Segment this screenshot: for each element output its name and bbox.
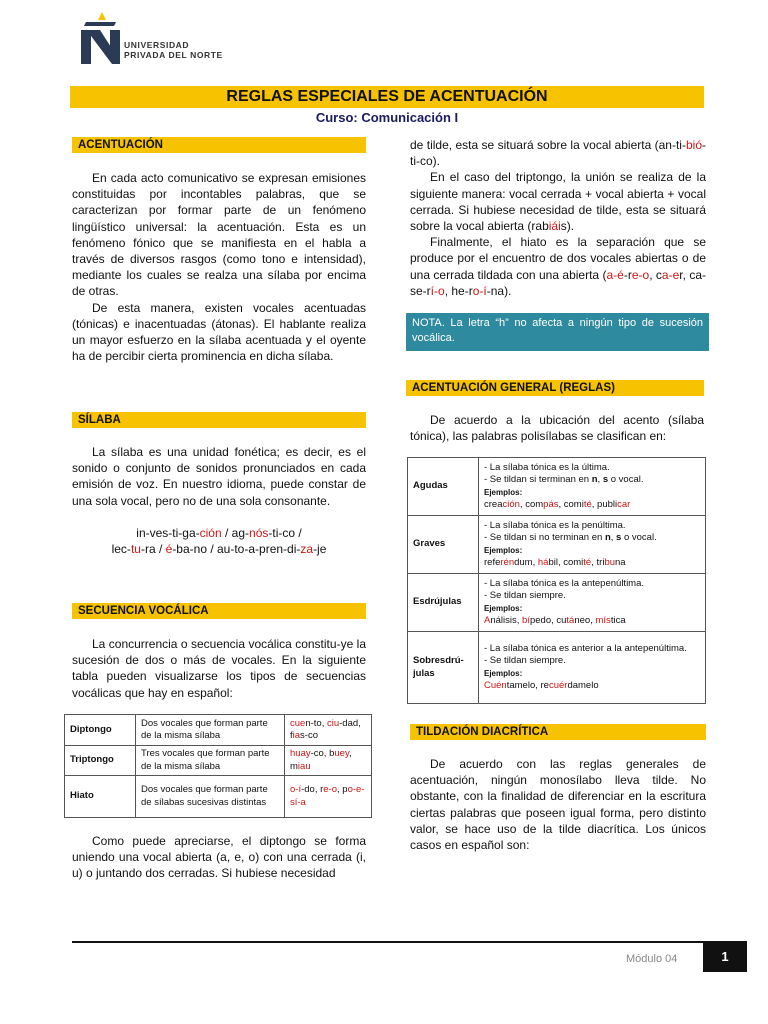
right-paragraph-3: Finalmente, el hiato es la separación que se produce por el encuentro de dos vocales abiertas o de una cerrada tildada con una abierta (a-é-re-o, ca-er, ca-se-rí-o, he-ro-í-na).: [410, 235, 706, 298]
rule-name: Esdrújulas: [408, 574, 479, 632]
example-fragment: rén: [500, 557, 515, 568]
rule-line: - Se tildan si no terminan en n, s o vocal.: [484, 532, 657, 543]
row-name: Diptongo: [65, 715, 136, 746]
row-examples: o-í-do, re-o, po-e-sí-a: [285, 776, 372, 818]
examples-label: Ejemplos:: [484, 545, 523, 555]
example-fragment: há: [537, 557, 549, 568]
secuencia-table: [64, 714, 372, 818]
rule-line: - Se tildan si terminan en n, s o vocal.: [484, 474, 644, 485]
example-fragment: bí: [522, 615, 530, 626]
diacritica-text: [410, 756, 706, 853]
nota-box: NOTA. La letra “h” no afecta a ningún tipo de sucesión vocálica.: [406, 313, 709, 351]
rule-line: - La sílaba tónica es la antepenúltima.: [484, 577, 645, 589]
row-examples: cuen-to, ciu-dad, fias-co: [285, 715, 372, 746]
row-name: Hiato: [65, 776, 136, 818]
rule-details: [479, 458, 706, 516]
table-row: [408, 632, 706, 704]
example-fragment: damelo: [567, 680, 599, 691]
rule-line: - La sílaba tónica es la última.: [484, 461, 610, 473]
rule-details: [479, 574, 706, 632]
example-fragment: refe: [484, 557, 501, 568]
rule-details: [479, 632, 706, 704]
general-rules-table: [407, 457, 706, 704]
secuencia-paragraph-2: Como puede apreciarse, el diptongo se forma uniendo una vocal abierta (a, e, o) con una cerrada (i, u) o juntando dos cerradas. Si hubiese necesidad: [72, 834, 366, 881]
acentuacion-paragraph-1: En cada acto comunicativo se expresan emisiones constituidas por incontables palabras, que se caracterizan por formar parte de un fenómeno lingüístico universal: la acentuación. Esta es un fenómeno fónico que se manifiesta en el habla a través de diversos rasgos (como tono e intensidad), mediante los cuales se realza una sílaba por encima de otras.: [72, 171, 366, 299]
example-fragment: mís: [595, 615, 611, 626]
row-description: Dos vocales que forman parte de la misma sílaba: [136, 715, 285, 746]
example-fragment: , comi: [558, 499, 584, 510]
rule-details: [479, 516, 706, 574]
page-number: 1: [703, 941, 747, 972]
section-heading-secuencia: SECUENCIA VOCÁLICA: [72, 603, 366, 619]
table-row: [408, 516, 706, 574]
example-fragment: dum,: [514, 557, 538, 568]
logo-text-line1: UNIVERSIDAD: [124, 40, 190, 50]
example-fragment: crea: [484, 499, 503, 510]
rule-examples: [484, 499, 700, 512]
diacritica-paragraph-1: De acuerdo con las reglas generales de acentuación, ningún monosílabo lleva tilde. No obstante, con la finalidad de diferenciar en la escritura ciertas palabras que poseen igual forma, pero distinto valor, se hace uso de la tilde diacrítica. Los únicos casos en español son:: [410, 757, 706, 853]
right-paragraph-2: En el caso del triptongo, la unión se realiza de la siguiente manera: vocal cerrada + vocal abierta + vocal cerrada. Si hubiese necesidad de tilde, esta se situará sobre la vocal abierta (rabiáis).: [410, 170, 706, 234]
footer-module: Módulo 04: [626, 953, 678, 965]
section-heading-general: ACENTUACIÓN GENERAL (REGLAS): [406, 380, 704, 396]
rule-line: - Se tildan siempre.: [484, 590, 566, 601]
rule-line: - La sílaba tónica es la penúltima.: [484, 519, 626, 531]
general-text: [410, 412, 704, 444]
section-heading-silaba: SÍLABA: [72, 412, 366, 428]
rule-name: Graves: [408, 516, 479, 574]
example-fragment: tica: [610, 615, 626, 626]
table-row: [65, 715, 372, 746]
example-fragment: bil, comi: [548, 557, 584, 568]
row-name: Triptongo: [65, 746, 136, 776]
example-fragment: nálisis,: [490, 615, 523, 626]
course-subtitle: Curso: Comunicación I: [315, 110, 459, 125]
examples-label: Ejemplos:: [484, 668, 523, 678]
examples-label: Ejemplos:: [484, 603, 523, 613]
row-description: Dos vocales que forman parte de sílabas sucesivas distintas: [136, 776, 285, 818]
silaba-paragraph-1: La sílaba es una unidad fonética; es decir, es el sonido o conjunto de sonidos pronunciados en cada emisión de voz. En nuestro idioma, puede constar de una sola vocal, pero no de una sola consonante.: [72, 445, 366, 508]
logo-text-line2: PRIVADA DEL NORTE: [124, 50, 223, 60]
row-examples: huay-co, buey, miau: [285, 746, 372, 776]
table-row: [408, 458, 706, 516]
silaba-example-line-1: in-ves-ti-ga-ción / ag-nós-ti-co /: [136, 526, 302, 540]
example-fragment: ción: [502, 499, 520, 510]
footer-divider: [72, 941, 704, 943]
logo-text: [124, 40, 223, 60]
example-fragment: na: [615, 557, 626, 568]
secuencia-text-2: [72, 833, 366, 882]
rule-line: - Se tildan siempre.: [484, 655, 566, 666]
page-title: REGLAS ESPECIALES DE ACENTUACIÓN: [226, 88, 548, 105]
silaba-example-line-2: lec-tu-ra / é-ba-no / au-to-a-pren-di-za-je: [111, 542, 327, 557]
rule-name: Sobresdrú-julas: [408, 632, 479, 704]
rule-examples: [484, 557, 700, 570]
example-fragment: pás: [543, 499, 559, 510]
row-description: Tres vocales que forman parte de la misma sílaba: [136, 746, 285, 776]
secuencia-paragraph-1: La concurrencia o secuencia vocálica constitu-ye la sucesión de dos o más de vocales. En la siguiente tabla pueden visualizarse los tipos de secuencias vocálicas que hay en español:: [72, 637, 366, 700]
table-row: [65, 776, 372, 818]
rule-examples: [484, 680, 700, 693]
example-fragment: , com: [519, 499, 544, 510]
general-paragraph-1: De acuerdo a la ubicación del acento (sílaba tónica), las palabras polisílabas se clasifican en:: [410, 413, 704, 444]
acentuacion-paragraph-2: De esta manera, existen vocales acentuadas (tónicas) e inacentuadas (átonas). El hablante realiza un mayor esfuerzo en la sílaba acentuada y el oyente ha de percibir cierta prominencia en dicha sílaba.: [72, 300, 366, 364]
example-fragment: Cuén: [484, 680, 507, 691]
table-row: [408, 574, 706, 632]
example-fragment: car: [617, 499, 631, 510]
example-fragment: bu: [604, 557, 616, 568]
silaba-examples: [72, 525, 366, 557]
section-heading-diacritica: TILDACIÓN DIACRÍTICA: [410, 724, 706, 740]
example-fragment: neo,: [574, 615, 596, 626]
rule-examples: [484, 615, 700, 628]
secuencia-text: [72, 636, 366, 701]
section-heading-acentuacion: ACENTUACIÓN: [72, 137, 366, 153]
example-fragment: cuér: [548, 680, 568, 691]
example-fragment: , tri: [591, 557, 605, 568]
rule-line: - La sílaba tónica es anterior a la antepenúltima.: [484, 642, 687, 654]
examples-label: Ejemplos:: [484, 487, 523, 497]
silaba-text: [72, 444, 366, 509]
acentuacion-text: [72, 170, 366, 364]
example-fragment: tamelo, re: [506, 680, 549, 691]
example-fragment: té: [583, 499, 592, 510]
example-fragment: A: [484, 615, 491, 626]
right-column-text: [410, 137, 706, 299]
rule-name: Agudas: [408, 458, 479, 516]
right-paragraph-1: de tilde, esta se situará sobre la vocal abierta (an-ti-bió-ti-co).: [410, 138, 706, 169]
table-row: [65, 746, 372, 776]
example-fragment: té: [583, 557, 592, 568]
example-fragment: , publi: [591, 499, 618, 510]
example-fragment: pedo, cu: [529, 615, 567, 626]
example-fragment: tá: [566, 615, 575, 626]
